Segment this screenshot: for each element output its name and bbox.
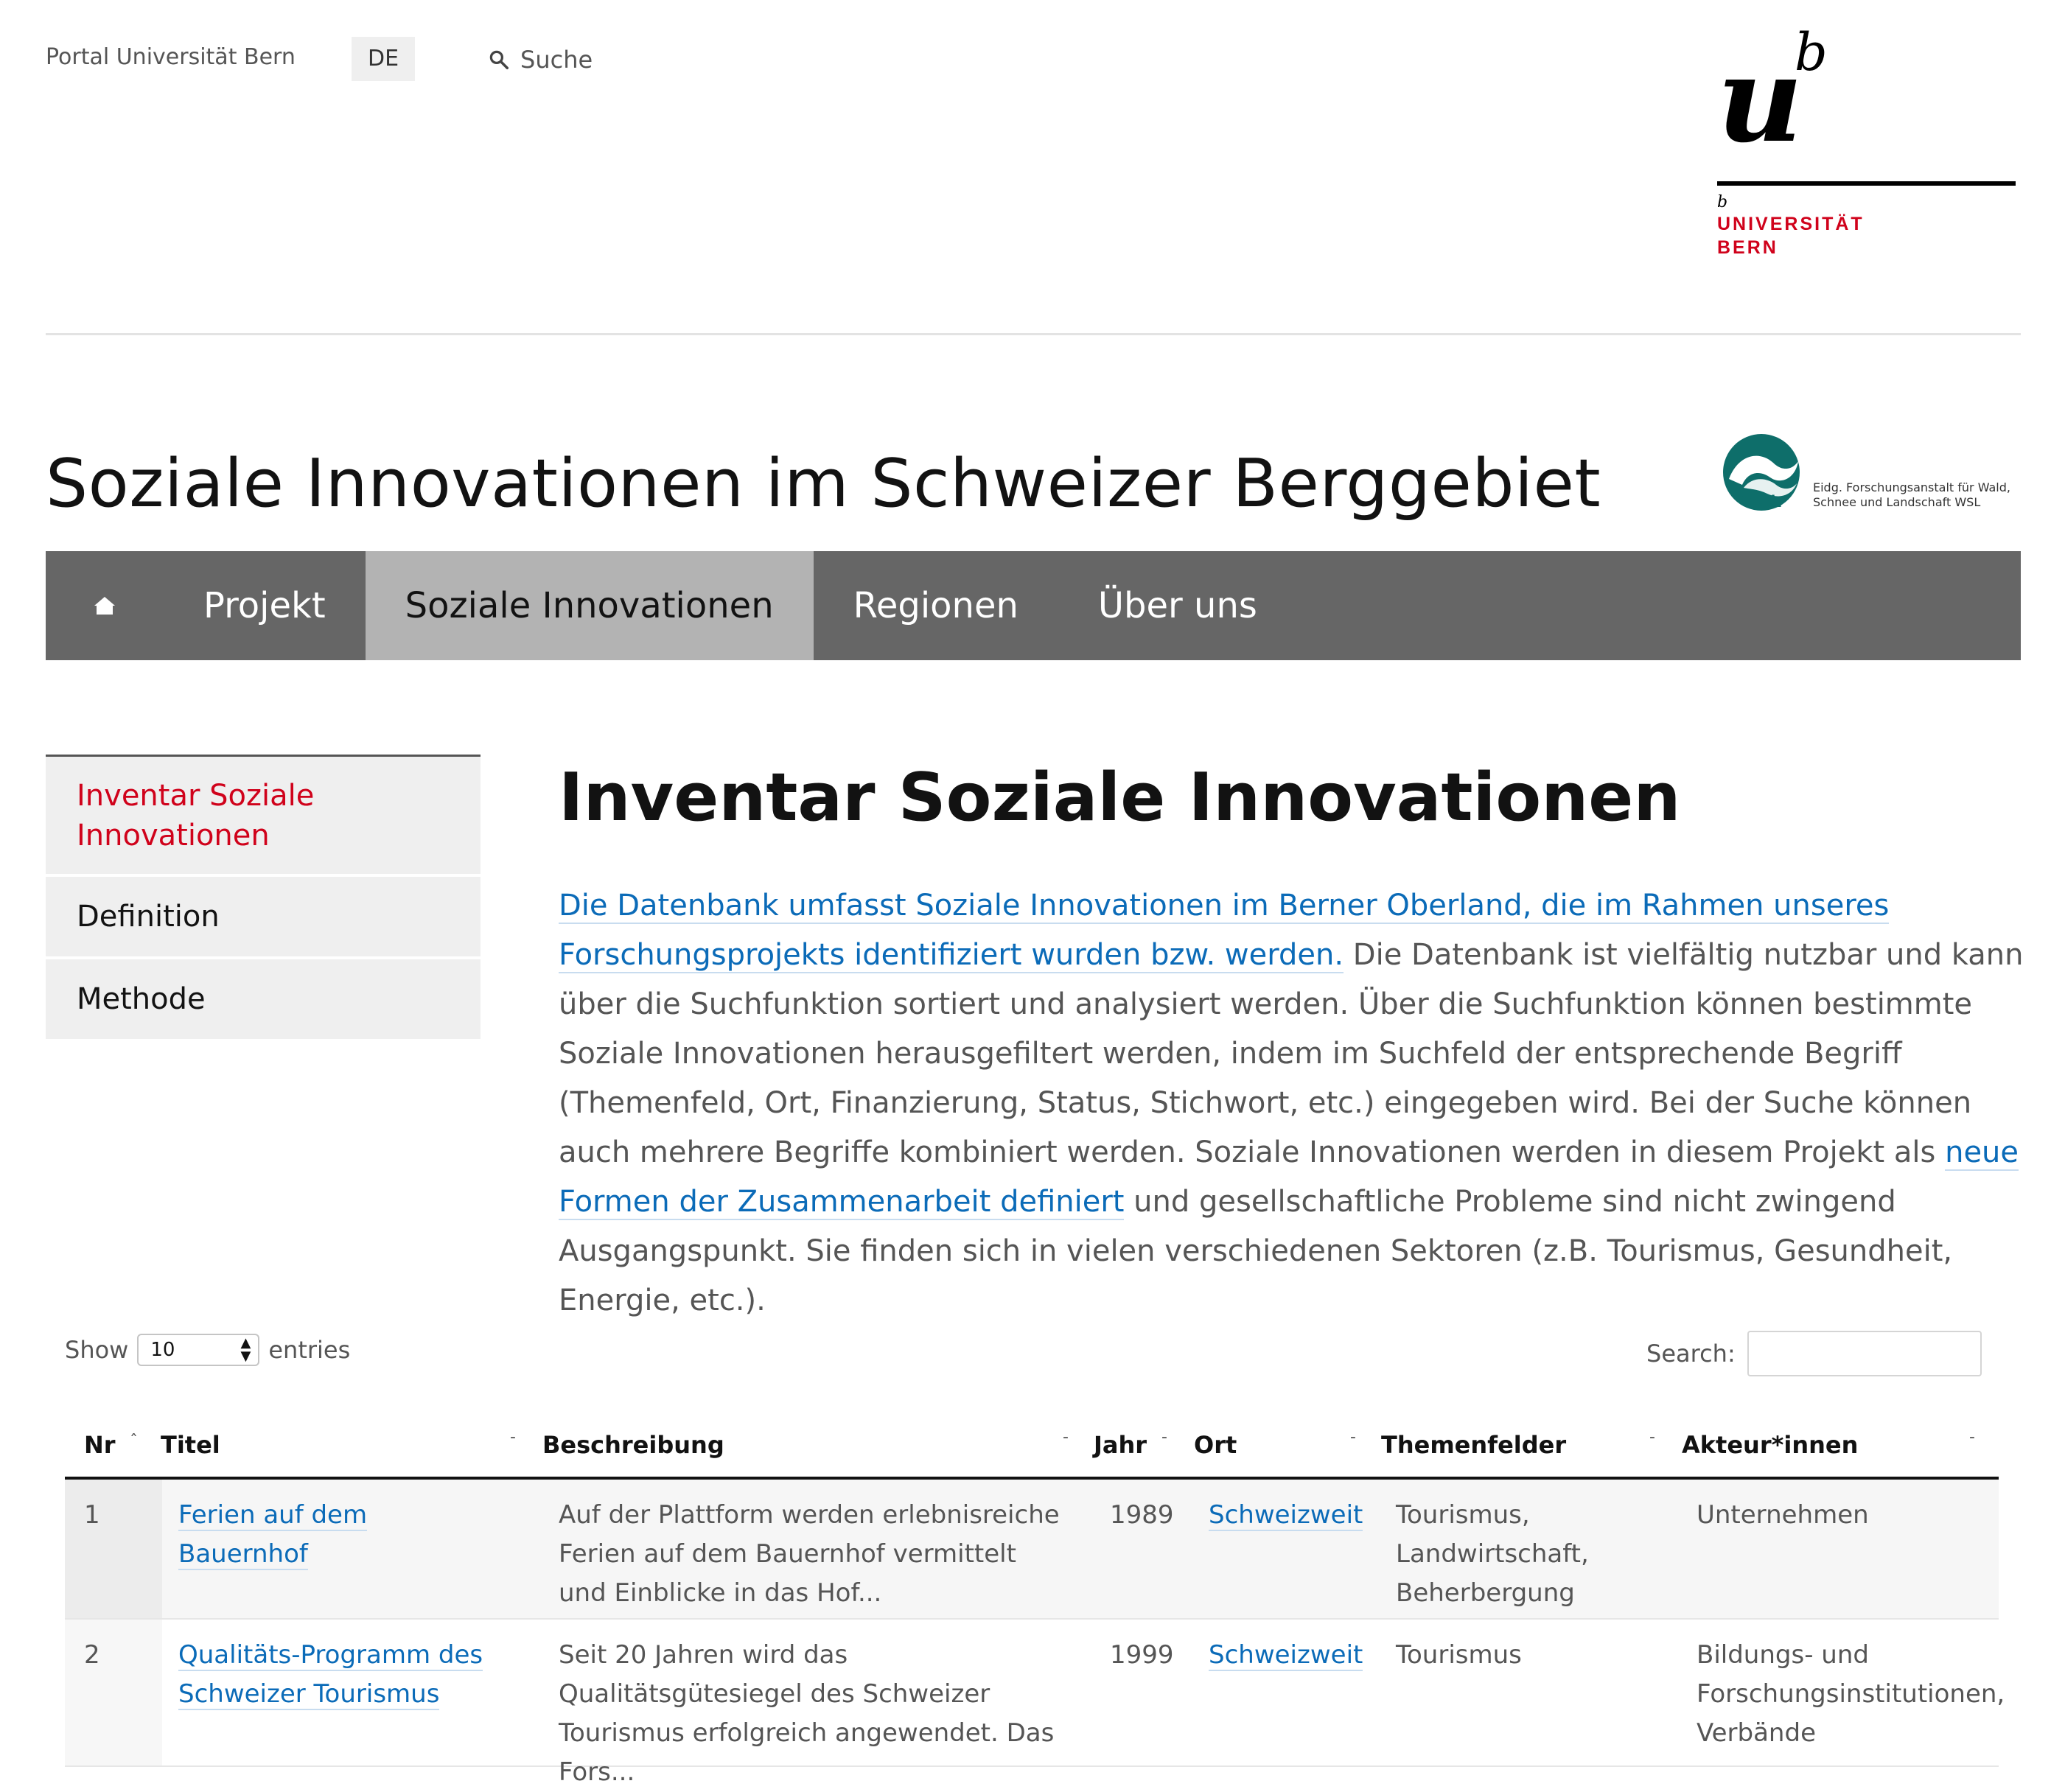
language-switcher[interactable]: DE — [352, 37, 415, 81]
sort-asc-icon[interactable]: ˆ — [130, 1432, 138, 1451]
table-row — [65, 1620, 2005, 1787]
intro-text-2: und gesellschaftliche Probleme sind nicht zwingend Ausgangspunkt. Sie finden sich in vielen verschiedenen Sektoren (z.B. Tourismus, Gesundheit, Energie, etc.). — [559, 1185, 1953, 1317]
sort-icon[interactable]: - — [1969, 1428, 1975, 1446]
cell-titel — [178, 1496, 503, 1574]
page-title: Inventar Soziale Innovationen — [559, 759, 1681, 836]
search-button[interactable] — [488, 46, 593, 74]
portal-link[interactable]: Portal Universität Bern — [46, 44, 296, 70]
logo-wordmark-line1: UNIVERSITÄT — [1717, 214, 1865, 234]
cell-jahr: 1999 — [1110, 1640, 1174, 1670]
table-search-label: Search: — [1646, 1340, 1736, 1368]
cell-beschreibung: Auf der Plattform werden erlebnisreiche Ferien auf dem Bauernhof vermittelt und Einblicke in das Hof... — [559, 1500, 1060, 1608]
nav-item-ueber-uns[interactable]: Über uns — [1097, 585, 1257, 626]
table-search-input[interactable] — [1747, 1331, 1982, 1376]
cell-akteure: Unternehmen — [1697, 1500, 1869, 1530]
table-search — [1646, 1331, 1982, 1376]
cell-themenfelder: Tourismus — [1396, 1640, 1522, 1670]
page-size-select[interactable] — [137, 1334, 259, 1366]
search-label: Suche — [520, 46, 593, 74]
show-label: Show — [65, 1336, 129, 1364]
innovations-table — [65, 1424, 2005, 1787]
cell-nr: 1 — [84, 1500, 100, 1530]
logo-b: b — [1795, 22, 1828, 83]
cell-jahr: 1989 — [1110, 1500, 1174, 1530]
col-header-jahr[interactable]: Jahr — [1094, 1431, 1147, 1459]
col-header-beschreibung[interactable]: Beschreibung — [542, 1431, 724, 1459]
wsl-text — [1813, 480, 2010, 510]
nav-item-projekt[interactable]: Projekt — [203, 585, 326, 626]
page-size-value: 10 — [150, 1339, 175, 1361]
sort-icon[interactable]: - — [1161, 1428, 1167, 1446]
sort-icon[interactable]: - — [1350, 1428, 1356, 1446]
nav-item-soziale-innovationen[interactable]: Soziale Innovationen — [366, 551, 814, 660]
intro-text-1: Die Datenbank ist vielfältig nutzbar und kann über die Suchfunktion sortiert und analysiert werden. Über die Suchfunktion können bestimmte Soziale Innovationen herausgefiltert werden, indem im Suchfeld der entsprechende Begriff (Themenfeld, Ort, Finanzierung, Status, Stichwort, etc.) eingegeben wird. Bei der Suche können auch mehrere Begriffe kombiniert werden. Soziale Innovationen werden in diesem Projekt als — [559, 938, 2024, 1169]
wsl-text-line2: Schnee und Landschaft WSL — [1813, 495, 1981, 509]
wsl-emblem-icon — [1722, 433, 1801, 511]
col-header-ort[interactable]: Ort — [1194, 1431, 1237, 1459]
sort-icon[interactable]: - — [1649, 1428, 1655, 1446]
subnav-item-methode[interactable]: Methode — [46, 959, 481, 1039]
logo-wordmark-line2: BERN — [1717, 237, 1778, 258]
logo-small-b: b — [1717, 193, 1728, 211]
logo-u: u — [1717, 30, 1800, 169]
main-nav — [46, 551, 2021, 660]
wsl-text-line1: Eidg. Forschungsanstalt für Wald, — [1813, 480, 2010, 494]
table-row — [65, 1480, 1999, 1620]
wsl-mark-text: WSL — [1742, 491, 1782, 511]
logo-rule — [1717, 181, 2016, 186]
col-header-akteure[interactable]: Akteur*innen — [1682, 1431, 1859, 1459]
intro-link-datenbank[interactable]: Die Datenbank umfasst Soziale Innovationen im Berner Oberland, die im Rahmen unseres Forschungsprojekts identifiziert wurden bzw. werden. — [559, 889, 1890, 972]
cell-titel — [178, 1636, 503, 1714]
sort-icon[interactable]: - — [510, 1428, 516, 1446]
cell-beschreibung: Seit 20 Jahren wird das Qualitätsgütesiegel des Schweizer Tourismus erfolgreich angewendet. Das Fors... — [559, 1640, 1055, 1787]
subnav-item-inventar[interactable]: Inventar Soziale Innovationen — [46, 755, 481, 874]
header-divider — [46, 333, 2021, 335]
subnav-item-definition[interactable]: Definition — [46, 877, 481, 956]
cell-themenfelder: Tourismus, Landwirtschaft, Beherbergung — [1396, 1500, 1589, 1608]
nr-cell-bg — [65, 1480, 162, 1618]
home-icon — [93, 594, 116, 617]
col-header-nr[interactable]: Nr — [84, 1431, 116, 1459]
intro-paragraph — [559, 881, 2025, 1326]
sub-nav — [46, 755, 481, 1042]
university-bern-logo[interactable] — [1717, 22, 2021, 265]
cell-ort — [1209, 1636, 1363, 1675]
cell-akteure: Bildungs- und Forschungsinstitutionen, Verbände — [1697, 1640, 2005, 1748]
logo-wordmark — [1717, 212, 1865, 259]
wsl-logo[interactable] — [1722, 433, 2021, 514]
cell-ort — [1209, 1496, 1363, 1535]
entries-label: entries — [268, 1336, 351, 1364]
col-header-titel[interactable]: Titel — [161, 1431, 220, 1459]
cell-nr: 2 — [84, 1640, 100, 1670]
site-title[interactable]: Soziale Innovationen im Schweizer Berggebiet — [46, 445, 1601, 522]
sort-icon[interactable]: - — [1063, 1428, 1069, 1446]
col-header-themenfelder[interactable]: Themenfelder — [1381, 1431, 1567, 1459]
page-size-control — [65, 1334, 350, 1366]
row-title-link[interactable]: Qualitäts-Programm des Schweizer Tourismus — [178, 1640, 483, 1709]
nav-item-regionen[interactable]: Regionen — [853, 585, 1018, 626]
table-header — [65, 1424, 1999, 1480]
row-ort-link[interactable]: Schweizweit — [1209, 1640, 1363, 1670]
intro-link-definition[interactable]: neue Formen der Zusammenarbeit definiert — [559, 1135, 2019, 1219]
select-arrows-icon: ▲ ▼ — [240, 1335, 251, 1364]
row-ort-link[interactable]: Schweizweit — [1209, 1500, 1363, 1530]
row-title-link[interactable]: Ferien auf dem Bauernhof — [178, 1500, 368, 1569]
nav-home[interactable] — [46, 551, 164, 660]
search-icon — [488, 49, 510, 71]
nr-cell-bg — [65, 1620, 162, 1765]
